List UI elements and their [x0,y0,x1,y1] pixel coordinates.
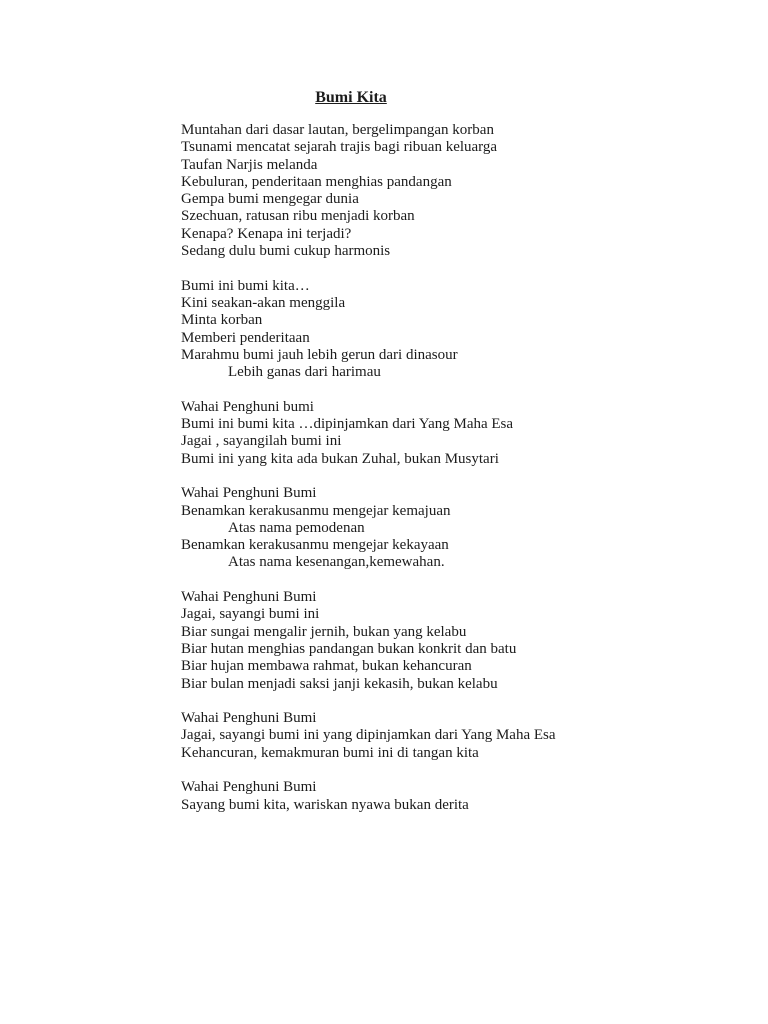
poem-line: Biar bulan menjadi saksi janji kekasih, bukan kelabu [181,675,498,692]
poem-line: Bumi ini bumi kita… [181,277,310,294]
poem-line: Szechuan, ratusan ribu menjadi korban [181,208,415,225]
poem-line: Wahai Penghuni bumi [181,398,314,415]
poem-line: Kenapa? Kenapa ini terjadi? [181,225,352,242]
poem-line: Muntahan dari dasar lautan, bergelimpangan korban [181,122,494,138]
poem-line: Wahai Penghuni Bumi [181,710,317,727]
stanza [181,278,611,382]
stanza [181,710,611,762]
poem-line: Jagai, sayangi bumi ini [181,606,320,623]
poem-line: Wahai Penghuni Bumi [181,779,317,796]
stanza [181,779,611,814]
poem-line: Taufan Narjis melanda [181,156,318,173]
poem-line: Marahmu bumi jauh lebih gerun dari dinasour [181,346,458,363]
poem-line: Bumi ini bumi kita …dipinjamkan dari Yang Maha Esa [181,416,514,433]
poem-title: Bumi Kita [315,89,387,106]
poem-line: Memberi penderitaan [181,329,310,346]
poem-line: Gempa bumi mengegar dunia [181,191,359,208]
poem-line: Sedang dulu bumi cukup harmonis [181,243,391,260]
poem-line: Kehancuran, kemakmuran bumi ini di tangan kita [181,744,479,761]
poem-body [181,122,611,831]
poem-line: Minta korban [181,312,263,329]
poem-line: Wahai Penghuni Bumi [181,485,317,502]
poem-line: Biar hutan menghias pandangan bukan konkrit dan batu [181,640,517,657]
poem-line: Sayang bumi kita, wariskan nyawa bukan derita [181,796,469,813]
poem-line: Lebih ganas dari harimau [228,364,381,381]
poem-line: Biar sungai mengalir jernih, bukan yang kelabu [181,623,467,640]
poem-line: Kebuluran, penderitaan menghias pandangan [181,173,452,190]
poem-line: Wahai Penghuni Bumi [181,589,317,606]
poem-line: Atas nama pemodenan [228,519,365,536]
stanza [181,122,611,260]
poem-line: Benamkan kerakusanmu mengejar kemajuan [181,502,451,519]
poem-line: Kini seakan-akan menggila [181,294,346,311]
poem-line: Jagai , sayangilah bumi ini [181,433,342,450]
poem-line: Atas nama kesenangan,kemewahan. [228,554,445,571]
poem-line: Jagai, sayangi bumi ini yang dipinjamkan dari Yang Maha Esa [181,727,556,744]
poem-line: Tsunami mencatat sejarah trajis bagi ribuan keluarga [181,139,498,156]
poem-line: Benamkan kerakusanmu mengejar kekayaan [181,537,449,554]
stanza [181,589,611,693]
stanza [181,399,611,468]
poem-line: Bumi ini yang kita ada bukan Zuhal, bukan Musytari [181,450,499,467]
poem-line: Biar hujan membawa rahmat, bukan kehancuran [181,658,472,675]
stanza [181,485,611,571]
